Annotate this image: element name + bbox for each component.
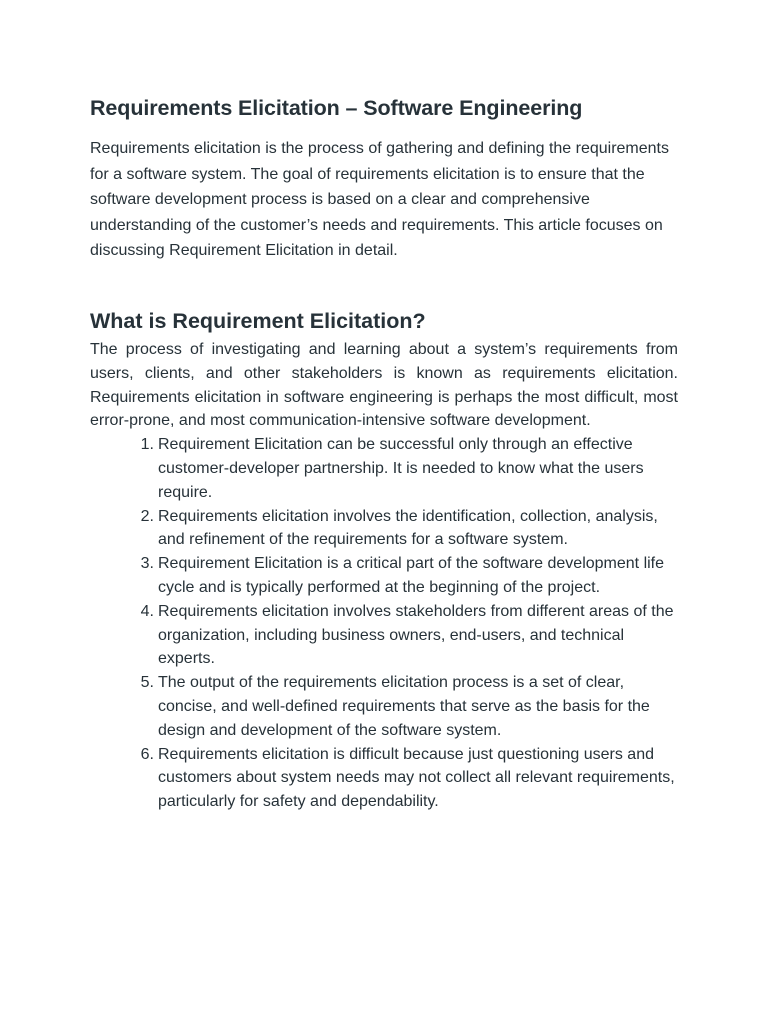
list-item-text: Requirements elicitation involves the identification, collection, analysis, and refinement of the requirements for a software system.: [158, 507, 658, 549]
list-item-text: Requirement Elicitation is a critical part of the software development life cycle and is typically performed at the beginning of the project.: [158, 555, 665, 596]
intro-paragraph: Requirements elicitation is the process of gathering and defining the requirements for a software system. The goal of requirements elicitation is to ensure that the software development process is based on a clear and comprehensive understanding of the customer’s needs and requirements. This article focuses on discussing Requirement Elicitation in detail.: [90, 140, 669, 260]
list-item-number: 1.: [140, 436, 154, 454]
list-item-number: 4.: [140, 602, 154, 620]
list-item: [140, 552, 678, 600]
list-item-number: 2.: [140, 507, 154, 525]
list-item-number: 5.: [140, 674, 154, 692]
list-item: [140, 505, 678, 553]
list-item-text: Requirements elicitation involves stakeholders from different areas of the organization, including business owners, end-users, and technical experts.: [158, 602, 674, 668]
points-list: [90, 433, 678, 814]
list-item: [140, 600, 678, 671]
section-heading: What is Requirement Elicitation?: [90, 308, 426, 333]
list-item: [140, 671, 678, 742]
list-item: [140, 743, 678, 814]
section-paragraph: The process of investigating and learning about a system’s requirements from users, clients, and other stakeholders is known as requirements elicitation. Requirements elicitation in software engineering is perhaps the most difficult, most error-prone, and most communication-intensive software development.: [90, 340, 678, 430]
list-item-text: Requirements elicitation is difficult because just questioning users and customers about system needs may not collect all relevant requirements, particularly for safety and dependability.: [158, 745, 675, 811]
list-item-text: Requirement Elicitation can be successful only through an effective customer-developer partnership. It is needed to know what the users require.: [158, 436, 644, 501]
list-item-number: 3.: [140, 555, 154, 573]
article-title: Requirements Elicitation – Software Engineering: [90, 96, 583, 120]
list-item-number: 6.: [140, 745, 154, 763]
list-item-text: The output of the requirements elicitation process is a set of clear, concise, and well-defined requirements that serve as the basis for the design and development of the software system.: [158, 674, 650, 739]
list-item: [140, 433, 678, 504]
